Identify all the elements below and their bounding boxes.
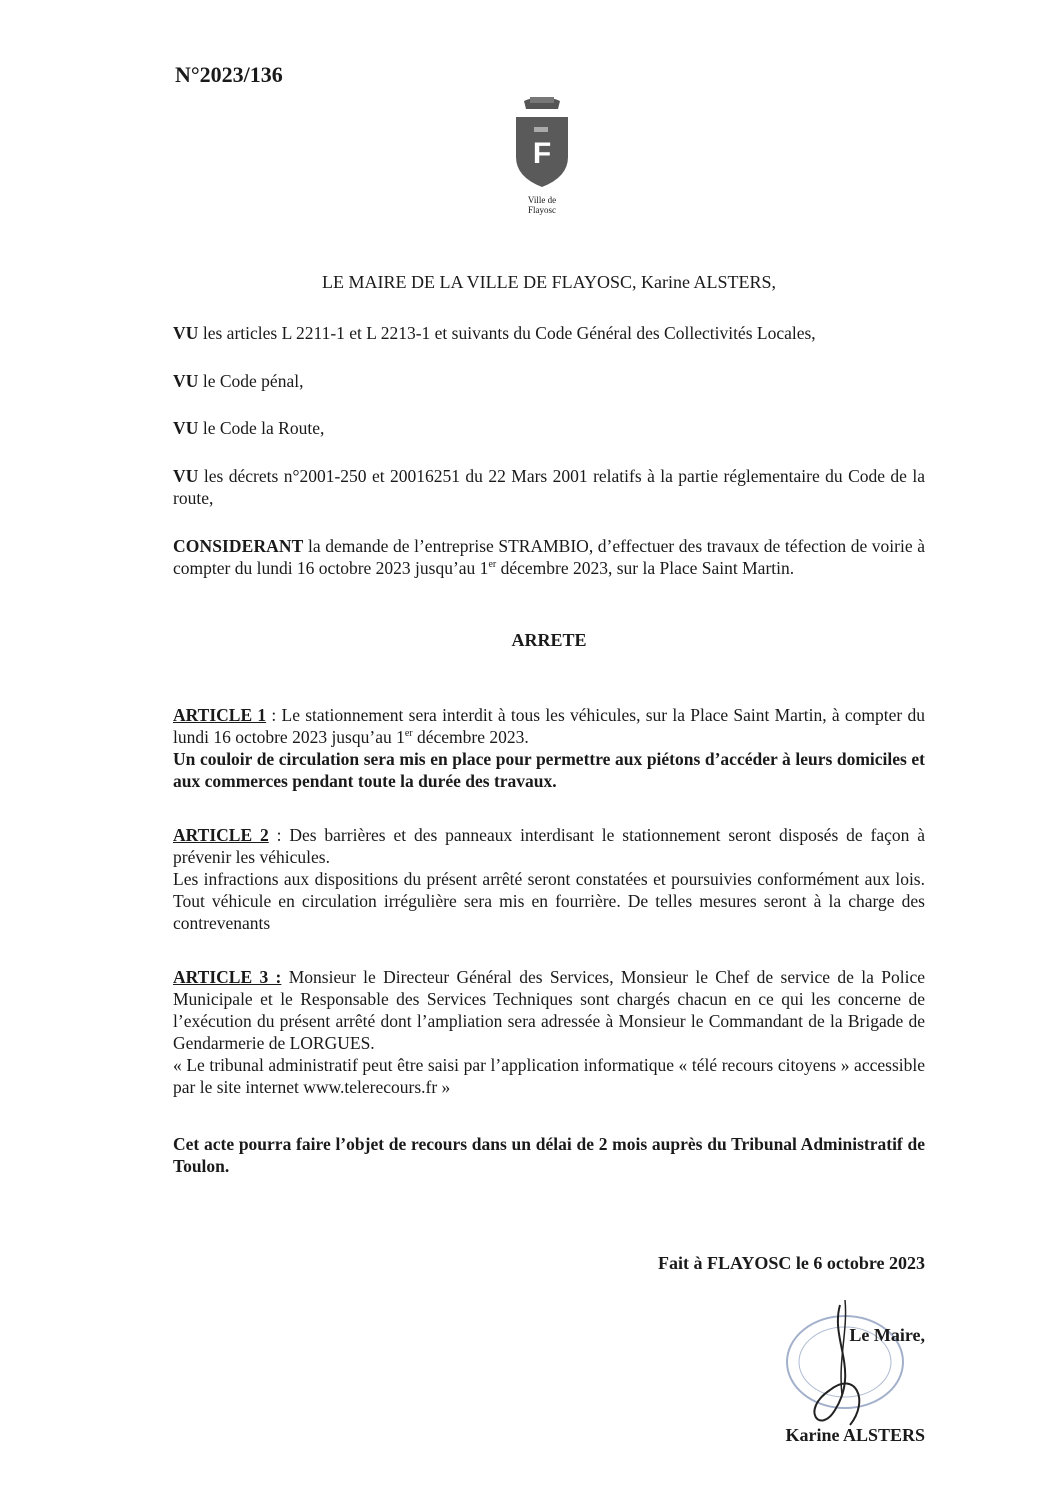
- vu-lead: VU: [173, 371, 199, 391]
- article-2-label: ARTICLE 2: [173, 825, 269, 845]
- logo-caption-line2: Flayosc: [528, 205, 556, 215]
- considerant-paragraph: [173, 535, 925, 579]
- article-2-text2: Les infractions aux dispositions du présent arrêté seront constatées et poursuivies conformément aux lois. Tout véhicule en circulation irrégulière sera mis en fourrière. De telles mesures seront à la charge des contrevenants: [173, 869, 925, 933]
- vu-lead: VU: [173, 323, 199, 343]
- article-1: [173, 704, 925, 792]
- signatory-name: Karine ALSTERS: [785, 1425, 925, 1445]
- considerant-text-a: la demande de l’entreprise STRAMBIO, d’effectuer des travaux de téfection de voirie à compter du lundi 16 octobre 2023 jusqu’au 1: [173, 536, 925, 578]
- document-title: LE MAIRE DE LA VILLE DE FLAYOSC, Karine ALSTERS,: [322, 272, 776, 292]
- vu-text: le Code pénal,: [198, 371, 304, 391]
- town-logo: [510, 95, 574, 215]
- article-1-text-b: décembre 2023.: [412, 727, 529, 747]
- vu-text: les articles L 2211-1 et L 2213-1 et suivants du Code Général des Collectivités Locales,: [198, 323, 816, 343]
- article-3-text: Monsieur le Directeur Général des Services, Monsieur le Chef de service de la Police Municipale et le Responsable des Services Techniques sont chargés chacun en ce qui les concerne de l’exécution du présent arrêté dont l’ampliation sera adressée à Monsieur le Commandant de la Brigade de Gendarmerie de LORGUES.: [173, 967, 925, 1053]
- article-2-text: : Des barrières et des panneaux interdisant le stationnement seront disposés de façon à prévenir les véhicules.: [173, 825, 925, 867]
- article-3: [173, 966, 925, 1098]
- article-2: [173, 824, 925, 934]
- article-1-text-a: : Le stationnement sera interdit à tous les véhicules, sur la Place Saint Martin, à compter du lundi 16 octobre 2023 jusqu’au 1: [173, 705, 925, 747]
- logo-caption-line1: Ville de: [527, 195, 557, 205]
- article-3-label: ARTICLE 3 :: [173, 967, 282, 987]
- signatory-role: Le Maire,: [849, 1325, 925, 1345]
- article-1-sup: er: [404, 728, 413, 740]
- logo-letter: F: [532, 137, 552, 170]
- article-1-label: ARTICLE 1: [173, 705, 267, 725]
- vu-paragraph: [173, 465, 925, 509]
- vu-paragraph: [173, 322, 925, 344]
- vu-paragraph: [173, 370, 925, 392]
- recours-notice: Cet acte pourra faire l’objet de recours dans un délai de 2 mois auprès du Tribunal Administratif de Toulon.: [173, 1134, 925, 1176]
- official-stamp-signature: [760, 1300, 930, 1440]
- considerant-lead: CONSIDERANT: [173, 536, 304, 556]
- reference-number: N°2023/136: [175, 62, 283, 87]
- vu-lead: VU: [173, 418, 199, 438]
- considerant-text-b: décembre 2023, sur la Place Saint Martin.: [496, 558, 795, 578]
- considerant-sup: er: [488, 559, 497, 571]
- article-3-text2: « Le tribunal administratif peut être saisi par l’application informatique « télé recours citoyens » accessible par le site internet www.telerecours.fr »: [173, 1055, 925, 1097]
- vu-paragraph: [173, 417, 925, 439]
- vu-lead: VU: [173, 466, 199, 486]
- coat-of-arms-icon: [510, 95, 574, 190]
- signature-place-date: Fait à FLAYOSC le 6 octobre 2023: [658, 1253, 925, 1273]
- vu-text: le Code la Route,: [198, 418, 325, 438]
- vu-text: les décrets n°2001-250 et 20016251 du 22 Mars 2001 relatifs à la partie réglementaire du Code de la route,: [173, 466, 925, 508]
- article-1-bold: Un couloir de circulation sera mis en place pour permettre aux piétons d’accéder à leurs domiciles et aux commerces pendant toute la durée des travaux.: [173, 749, 925, 791]
- arrete-heading: ARRETE: [511, 630, 587, 650]
